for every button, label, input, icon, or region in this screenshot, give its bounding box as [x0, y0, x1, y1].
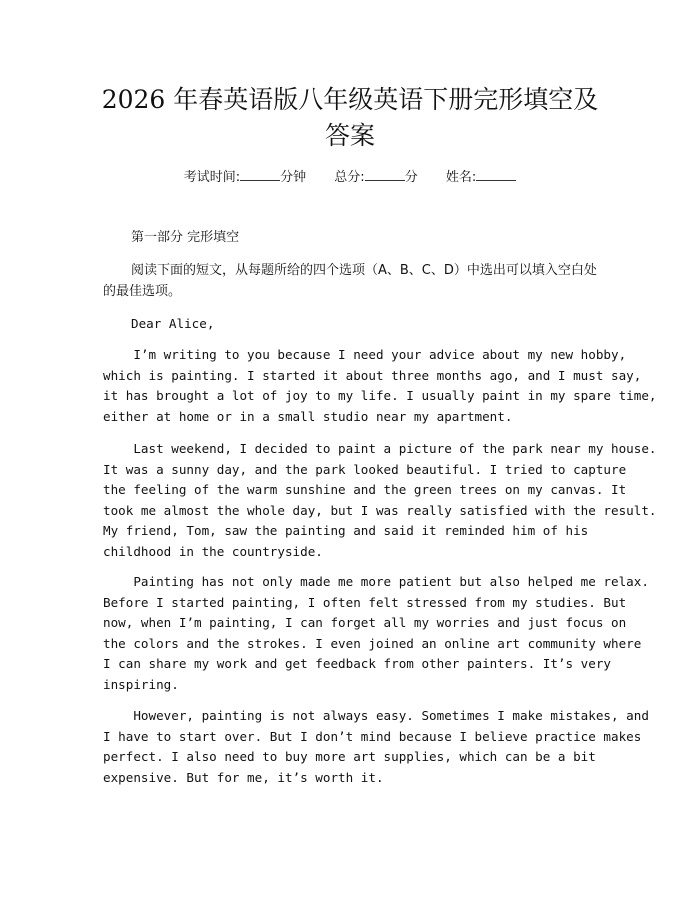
letter-paragraph-2: Last weekend, I decided to paint a picture of the park near my house. It was a sunny day, and the park looked beautiful. I tried to capture the feeling of the warm sunshine and the green trees on my canvas. It took me almost the whole day, but I was really satisfied with the result. My friend, Tom, saw the painting and said it reminded him of his childhood in the countryside. [103, 441, 657, 559]
time-label: 考试时间: [183, 170, 241, 185]
letter-salutation: Dear Alice, [131, 316, 215, 331]
document-title [60, 82, 640, 154]
section-heading: 第一部分 完形填空 [131, 230, 240, 245]
instruction-text: 阅读下面的短文，从每题所给的四个选项（A、B、C、D）中选出可以填入空白处的最佳选项。 [103, 263, 597, 299]
exam-name [446, 170, 516, 185]
letter-paragraph-3: Painting has not only made me more patient but also helped me relax. Before I started painting, I often felt stressed from my studies. But now, when I’m painting, I can forget all my worries and just focus on the colors and the strokes. I even joined an online art community where I can share my work and get feedback from other painters. It’s very inspiring. [103, 574, 649, 692]
score-label: 总分: [334, 170, 365, 185]
time-blank [240, 168, 280, 181]
name-label: 姓名: [445, 170, 477, 185]
title-line-1: 2026 年春英语版八年级英语下册完形填空及 [101, 85, 599, 114]
name-blank [476, 168, 516, 181]
score-unit: 分 [404, 170, 418, 185]
letter-paragraph-4: However, painting is not always easy. Sometimes I make mistakes, and I have to start over. But I don’t mind because I believe practice makes perfect. I also need to buy more art supplies, which can be a bit expensive. But for me, it’s worth it. [103, 708, 649, 785]
exam-score [334, 170, 422, 185]
letter-paragraph-1: I’m writing to you because I need your advice about my new hobby, which is painting. I started it about three months ago, and I must say, it has brought a lot of joy to my life. I usually paint in my spare time, either at home or in a small studio near my apartment. [103, 347, 657, 424]
time-unit: 分钟 [280, 170, 307, 185]
exam-time [184, 170, 311, 185]
title-line-2: 答案 [324, 121, 375, 150]
exam-info-line [0, 168, 700, 188]
score-blank [365, 168, 405, 181]
